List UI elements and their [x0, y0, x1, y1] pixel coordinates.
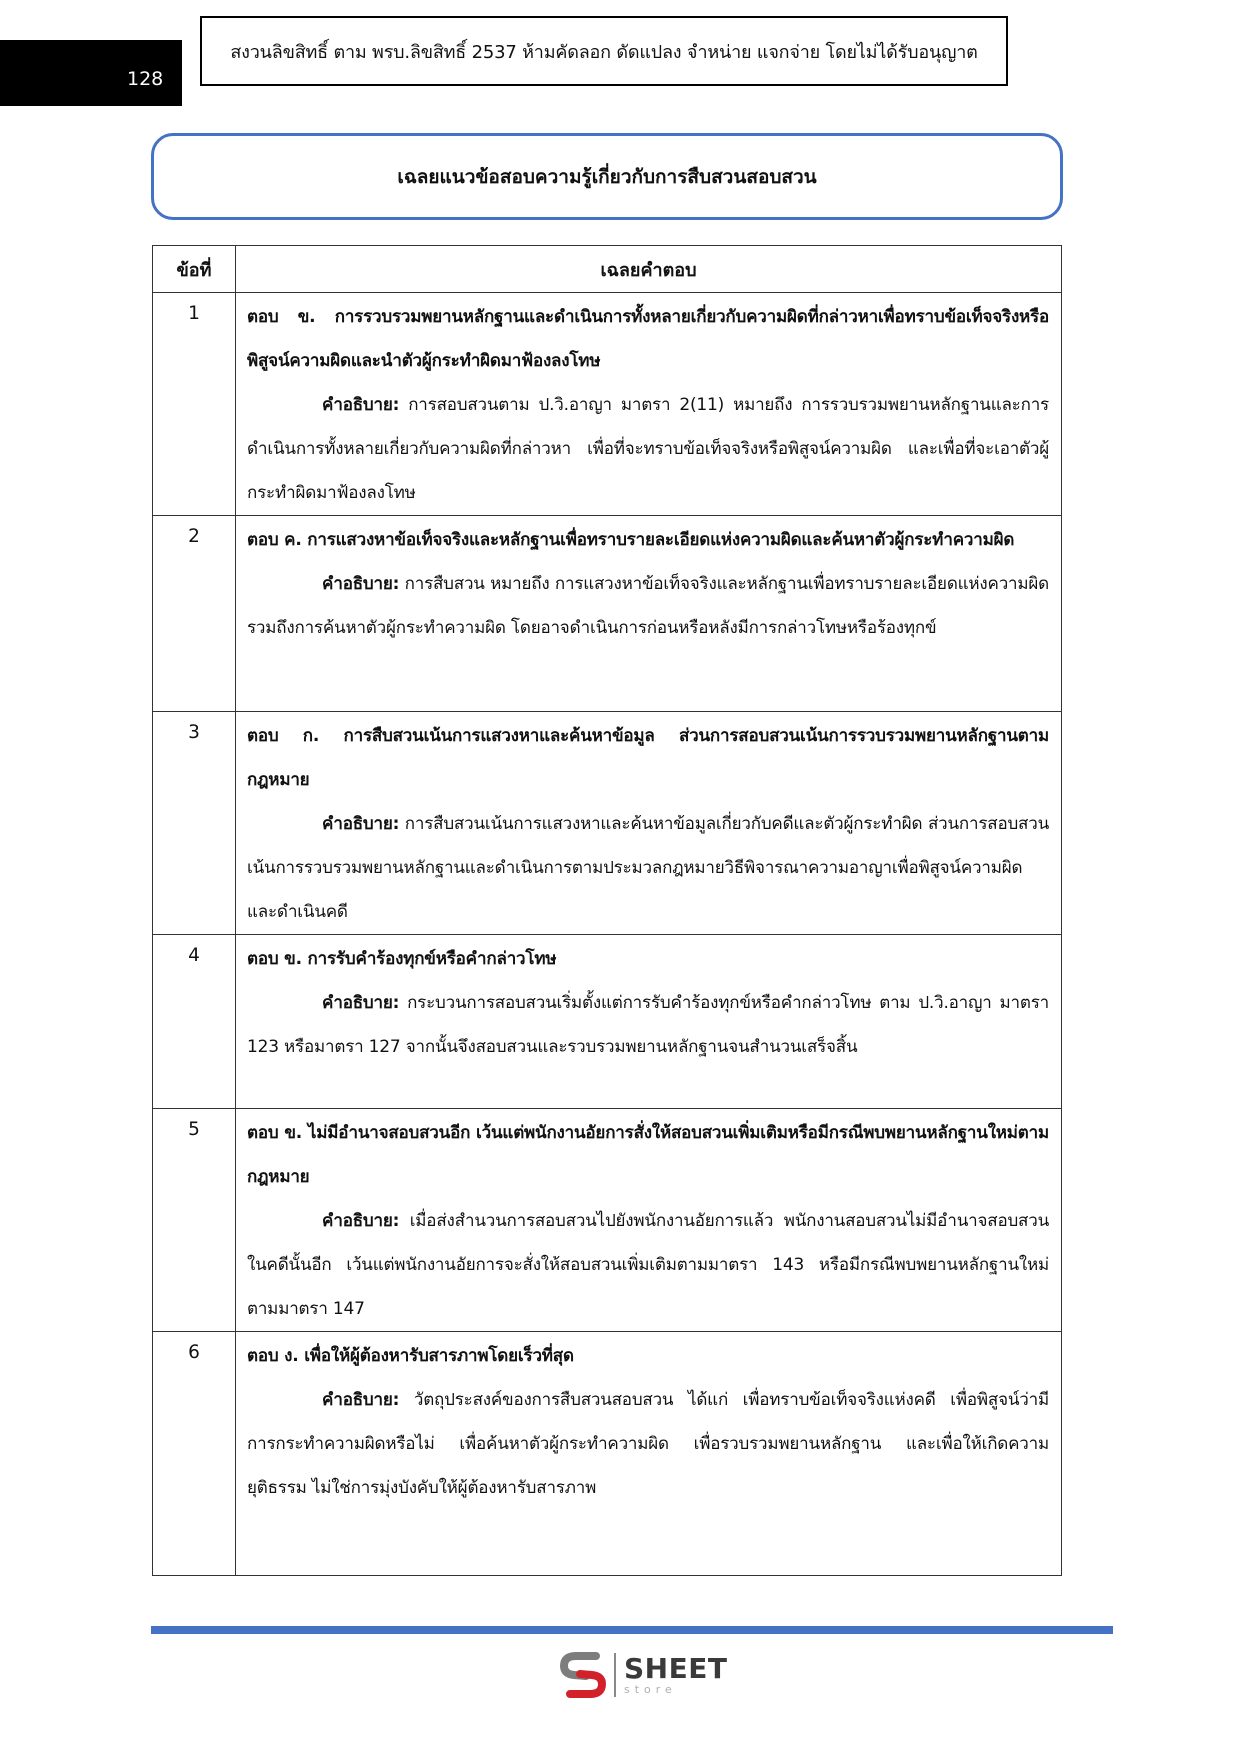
answer-text: ตอบ ก. การสืบสวนเน้นการแสวงหาและค้นหาข้อมูล ส่วนการสอบสวนเน้นการรวบรวมพยานหลักฐานตามกฎหมาย [247, 726, 1049, 790]
question-number: 4 [153, 935, 236, 1109]
table-row [153, 935, 1062, 1109]
section-title-box [151, 133, 1063, 220]
explanation-text: กระบวนการสอบสวนเริ่มตั้งแต่การรับคำร้องทุกข์หรือคำกล่าวโทษ ตาม ป.วิ.อาญา มาตรา 123 หรือมาตรา 127 จากนั้นจึงสอบสวนและรวบรวมพยานหลักฐานจนสำนวนเสร็จสิ้น [247, 993, 1049, 1057]
sheet-store-logo [556, 1648, 727, 1702]
explanation [247, 562, 1049, 650]
answer-cell [236, 516, 1062, 712]
table-row [153, 1109, 1062, 1332]
answer-text: ตอบ ค. การแสวงหาข้อเท็จจริงและหลักฐานเพื่อทราบรายละเอียดแห่งความผิดและค้นหาตัวผู้กระทำความผิด [247, 530, 1015, 550]
table-header-row [153, 246, 1062, 293]
table-row [153, 516, 1062, 712]
table-row [153, 712, 1062, 935]
answer-text: ตอบ ข. ไม่มีอำนาจสอบสวนอีก เว้นแต่พนักงานอัยการสั่งให้สอบสวนเพิ่มเติมหรือมีกรณีพบพยานหลักฐานใหม่ตามกฎหมาย [247, 1123, 1049, 1187]
explanation-label: คำอธิบาย: [322, 993, 400, 1013]
answer-text: ตอบ ง. เพื่อให้ผู้ต้องหารับสารภาพโดยเร็วที่สุด [247, 1346, 574, 1366]
answer-table [152, 245, 1062, 1576]
question-number: 1 [153, 293, 236, 516]
column-header-number: ข้อที่ [153, 246, 236, 293]
explanation-label: คำอธิบาย: [322, 574, 400, 594]
question-number: 6 [153, 1332, 236, 1576]
table-row [153, 293, 1062, 516]
answer-cell [236, 712, 1062, 935]
page-number: 128 [0, 40, 182, 106]
explanation-text: การสืบสวน หมายถึง การแสวงหาข้อเท็จจริงและหลักฐานเพื่อทราบรายละเอียดแห่งความผิด รวมถึงการค้นหาตัวผู้กระทำความผิด โดยอาจดำเนินการก่อนหรือหลังมีการกล่าวโทษหรือร้องทุกข์ [247, 574, 1049, 638]
answer-text: ตอบ ข. การรวบรวมพยานหลักฐานและดำเนินการทั้งหลายเกี่ยวกับความผิดที่กล่าวหาเพื่อทราบข้อเท็จจริงหรือพิสูจน์ความผิดและนำตัวผู้กระทำผิดมาฟ้องลงโทษ [247, 307, 1049, 371]
explanation [247, 981, 1049, 1069]
logo-separator [614, 1653, 616, 1697]
question-number: 2 [153, 516, 236, 712]
question-number: 3 [153, 712, 236, 935]
explanation-label: คำอธิบาย: [322, 1390, 400, 1410]
copyright-notice [200, 16, 1008, 86]
logo-main-text: SHEET [624, 1652, 728, 1685]
explanation-label: คำอธิบาย: [322, 1211, 400, 1231]
answer-text: ตอบ ข. การรับคำร้องทุกข์หรือคำกล่าวโทษ [247, 949, 557, 969]
explanation-text: การสืบสวนเน้นการแสวงหาและค้นหาข้อมูลเกี่ยวกับคดีและตัวผู้กระทำผิด ส่วนการสอบสวนเน้นการรวบรวมพยานหลักฐานและดำเนินการตามประมวลกฎหมายวิธีพิจารณาความอาญาเพื่อพิสูจน์ความผิดและดำเนินคดี [247, 814, 1049, 922]
answer-cell [236, 293, 1062, 516]
sheet-store-logo-icon [556, 1648, 610, 1702]
explanation-text: การสอบสวนตาม ป.วิ.อาญา มาตรา 2(11) หมายถึง การรวบรวมพยานหลักฐานและการดำเนินการทั้งหลายเกี่ยวกับความผิดที่กล่าวหา เพื่อที่จะทราบข้อเท็จจริงหรือพิสูจน์ความผิด และเพื่อที่จะเอาตัวผู้กระทำผิดมาฟ้องลงโทษ [247, 395, 1049, 503]
explanation-label: คำอธิบาย: [322, 395, 400, 415]
logo-text [624, 1652, 728, 1696]
explanation [247, 802, 1049, 934]
answer-cell [236, 935, 1062, 1109]
question-number: 5 [153, 1109, 236, 1332]
answer-cell [236, 1332, 1062, 1576]
explanation-text: เมื่อส่งสำนวนการสอบสวนไปยังพนักงานอัยการแล้ว พนักงานสอบสวนไม่มีอำนาจสอบสวนในคดีนั้นอีก เว้นแต่พนักงานอัยการจะสั่งให้สอบสวนเพิ่มเติมตามมาตรา 143 หรือมีกรณีพบพยานหลักฐานใหม่ตามมาตรา 147 [247, 1211, 1049, 1319]
answer-cell [236, 1109, 1062, 1332]
copyright-text: สงวนลิขสิทธิ์ ตาม พรบ.ลิขสิทธิ์ 2537 ห้ามคัดลอก ดัดแปลง จำหน่าย แจกจ่าย โดยไม่ได้รับอนุญาต [230, 41, 978, 63]
table-row [153, 1332, 1062, 1576]
footer-divider [151, 1626, 1113, 1634]
logo-sub-text: store [624, 1683, 677, 1696]
explanation-label: คำอธิบาย: [322, 814, 400, 834]
explanation [247, 1378, 1049, 1510]
explanation [247, 1199, 1049, 1331]
column-header-answer: เฉลยคำตอบ [236, 246, 1062, 293]
section-title: เฉลยแนวข้อสอบความรู้เกี่ยวกับการสืบสวนสอบสวน [397, 165, 817, 188]
explanation [247, 383, 1049, 515]
explanation-text: วัตถุประสงค์ของการสืบสวนสอบสวน ได้แก่ เพื่อทราบข้อเท็จจริงแห่งคดี เพื่อพิสูจน์ว่ามีการกระทำความผิดหรือไม่ เพื่อค้นหาตัวผู้กระทำความผิด เพื่อรวบรวมพยานหลักฐาน และเพื่อให้เกิดความยุติธรรม ไม่ใช่การมุ่งบังคับให้ผู้ต้องหารับสารภาพ [247, 1390, 1049, 1498]
